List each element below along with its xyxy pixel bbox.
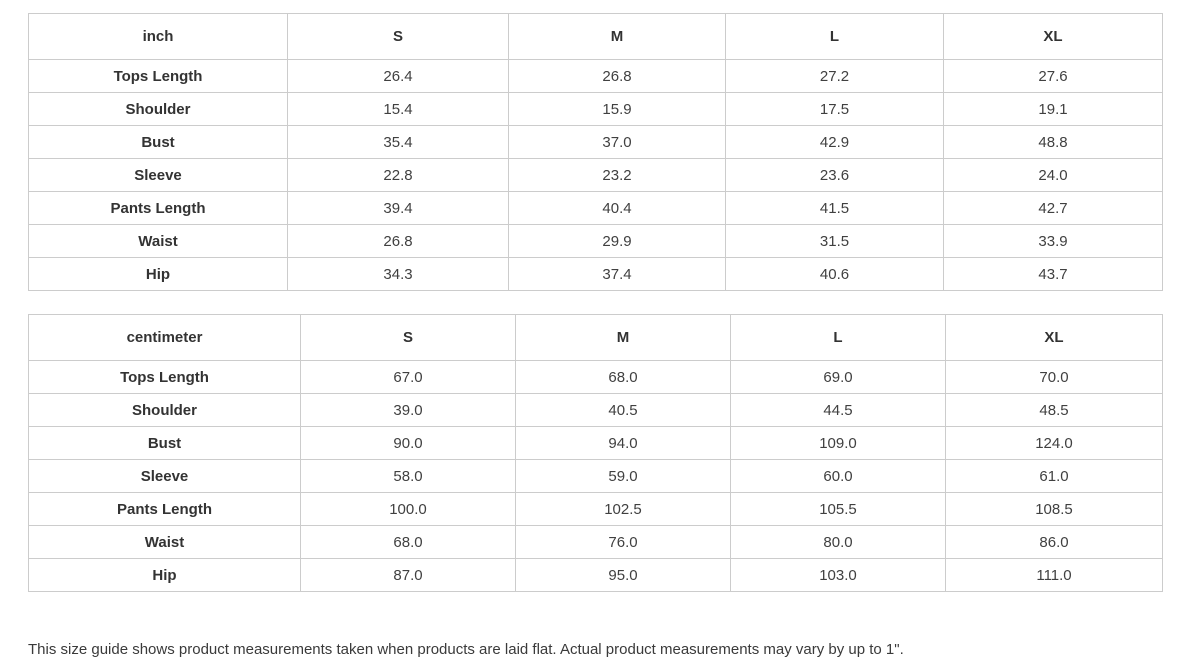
- measurement-value: 23.6: [726, 159, 944, 192]
- table-header-row: [29, 14, 1163, 60]
- table-row: [29, 192, 1163, 225]
- measurement-label: Pants Length: [29, 192, 288, 225]
- measurement-value: 19.1: [944, 93, 1163, 126]
- measurement-label: Sleeve: [29, 460, 301, 493]
- size-column-header-xl: XL: [946, 315, 1163, 361]
- measurement-value: 37.0: [509, 126, 726, 159]
- measurement-label: Pants Length: [29, 493, 301, 526]
- measurement-label: Shoulder: [29, 93, 288, 126]
- inch-size-table: [28, 13, 1163, 291]
- measurement-value: 111.0: [946, 559, 1163, 592]
- size-column-header-m: M: [516, 315, 731, 361]
- measurement-value: 24.0: [944, 159, 1163, 192]
- measurement-label: Waist: [29, 526, 301, 559]
- table-row: [29, 460, 1163, 493]
- measurement-value: 59.0: [516, 460, 731, 493]
- size-guide-note: This size guide shows product measurements taken when products are laid flat. Actual product measurements may vary by up to 1".: [28, 641, 904, 658]
- measurement-value: 68.0: [516, 361, 731, 394]
- table-row: [29, 258, 1163, 291]
- measurement-value: 94.0: [516, 427, 731, 460]
- measurement-value: 70.0: [946, 361, 1163, 394]
- measurement-value: 69.0: [731, 361, 946, 394]
- measurement-value: 67.0: [301, 361, 516, 394]
- measurement-value: 31.5: [726, 225, 944, 258]
- measurement-value: 61.0: [946, 460, 1163, 493]
- measurement-value: 68.0: [301, 526, 516, 559]
- table-row: [29, 493, 1163, 526]
- measurement-value: 124.0: [946, 427, 1163, 460]
- size-column-header-s: S: [288, 14, 509, 60]
- measurement-value: 76.0: [516, 526, 731, 559]
- table-row: [29, 60, 1163, 93]
- measurement-value: 26.8: [288, 225, 509, 258]
- table-row: [29, 526, 1163, 559]
- table-row: [29, 427, 1163, 460]
- measurement-value: 42.7: [944, 192, 1163, 225]
- measurement-value: 26.8: [509, 60, 726, 93]
- measurement-label: Bust: [29, 126, 288, 159]
- table-row: [29, 126, 1163, 159]
- measurement-value: 43.7: [944, 258, 1163, 291]
- measurement-label: Hip: [29, 559, 301, 592]
- measurement-value: 48.5: [946, 394, 1163, 427]
- size-column-header-m: M: [509, 14, 726, 60]
- measurement-value: 27.6: [944, 60, 1163, 93]
- measurement-label: Tops Length: [29, 361, 301, 394]
- measurement-value: 15.4: [288, 93, 509, 126]
- measurement-value: 37.4: [509, 258, 726, 291]
- table-row: [29, 159, 1163, 192]
- measurement-value: 39.0: [301, 394, 516, 427]
- measurement-value: 95.0: [516, 559, 731, 592]
- measurement-value: 109.0: [731, 427, 946, 460]
- unit-header-cell: centimeter: [29, 315, 301, 361]
- table-header-row: [29, 315, 1163, 361]
- table-row: [29, 93, 1163, 126]
- measurement-value: 86.0: [946, 526, 1163, 559]
- measurement-value: 27.2: [726, 60, 944, 93]
- measurement-value: 60.0: [731, 460, 946, 493]
- measurement-value: 35.4: [288, 126, 509, 159]
- unit-header-cell: inch: [29, 14, 288, 60]
- measurement-value: 42.9: [726, 126, 944, 159]
- measurement-value: 15.9: [509, 93, 726, 126]
- measurement-value: 22.8: [288, 159, 509, 192]
- measurement-value: 105.5: [731, 493, 946, 526]
- measurement-value: 17.5: [726, 93, 944, 126]
- measurement-label: Bust: [29, 427, 301, 460]
- table-row: [29, 225, 1163, 258]
- size-column-header-l: L: [731, 315, 946, 361]
- measurement-value: 33.9: [944, 225, 1163, 258]
- table-row: [29, 361, 1163, 394]
- measurement-value: 40.4: [509, 192, 726, 225]
- measurement-value: 44.5: [731, 394, 946, 427]
- measurement-value: 80.0: [731, 526, 946, 559]
- measurement-label: Waist: [29, 225, 288, 258]
- measurement-value: 40.5: [516, 394, 731, 427]
- size-column-header-l: L: [726, 14, 944, 60]
- size-column-header-s: S: [301, 315, 516, 361]
- measurement-value: 23.2: [509, 159, 726, 192]
- measurement-value: 41.5: [726, 192, 944, 225]
- measurement-value: 48.8: [944, 126, 1163, 159]
- measurement-label: Hip: [29, 258, 288, 291]
- measurement-value: 100.0: [301, 493, 516, 526]
- measurement-value: 40.6: [726, 258, 944, 291]
- measurement-value: 58.0: [301, 460, 516, 493]
- measurement-value: 39.4: [288, 192, 509, 225]
- measurement-label: Tops Length: [29, 60, 288, 93]
- measurement-value: 87.0: [301, 559, 516, 592]
- measurement-value: 103.0: [731, 559, 946, 592]
- size-column-header-xl: XL: [944, 14, 1163, 60]
- centimeter-size-table: [28, 314, 1163, 592]
- table-row: [29, 559, 1163, 592]
- measurement-value: 102.5: [516, 493, 731, 526]
- measurement-value: 26.4: [288, 60, 509, 93]
- measurement-label: Shoulder: [29, 394, 301, 427]
- measurement-value: 34.3: [288, 258, 509, 291]
- table-row: [29, 394, 1163, 427]
- measurement-value: 108.5: [946, 493, 1163, 526]
- measurement-value: 90.0: [301, 427, 516, 460]
- measurement-label: Sleeve: [29, 159, 288, 192]
- measurement-value: 29.9: [509, 225, 726, 258]
